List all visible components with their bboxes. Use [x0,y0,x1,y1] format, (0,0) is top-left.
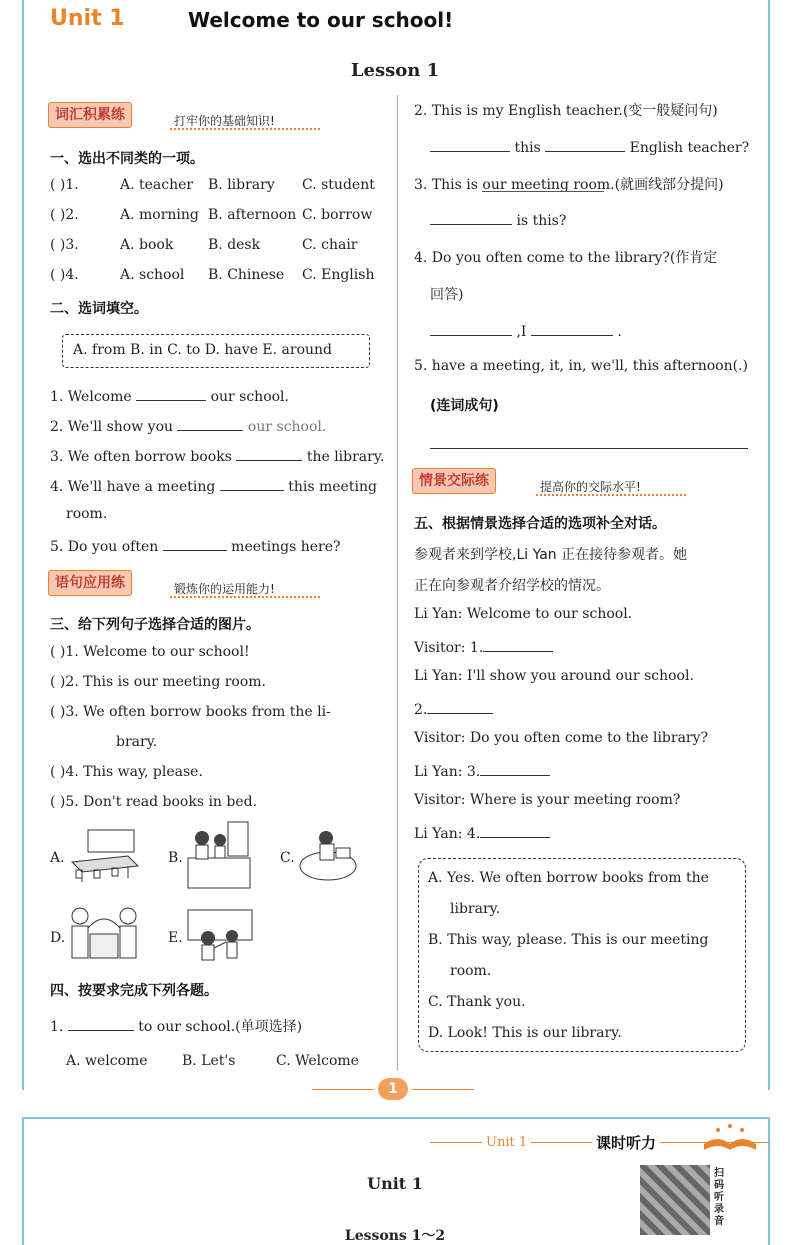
word-bank-box [62,334,370,368]
sec4-q1-num: 1. [50,1019,64,1035]
dialog-line-1: Li Yan: Welcome to our school. [414,606,633,622]
sec1-row-2-c: C. borrow [302,207,373,223]
sec4-q1-option-c: C. Welcome [276,1053,359,1069]
dialog-line-7: Visitor: Where is your meeting room? [414,792,681,808]
option-a: A. Yes. We often borrow books from the [428,870,709,886]
vocab-badge-label: 词汇积累练 [55,107,125,123]
sec3-item-5: ( )5. Don't read books in bed. [50,794,258,810]
sec4-q5-answer-line[interactable] [430,448,748,449]
sec4-q2-fill-this: this [514,140,541,156]
sec2-q4-b: this meeting [288,479,377,495]
sec2-q4-blank[interactable] [220,476,284,491]
sec2-q1 [50,386,289,405]
dialog-line-2 [414,637,553,656]
sec4-q4-fill [430,321,622,340]
sec3-item-1: ( )1. Welcome to our school! [50,644,250,660]
qr-caption: 扫码听录音 [714,1168,724,1227]
dialog-line-2-text: Visitor: 1. [414,640,484,656]
sec2-q1-blank[interactable] [136,386,206,401]
sec4-q5-cont: (连词成句) [430,398,499,414]
dialog-blank-1[interactable] [483,637,553,652]
dialog-blank-2[interactable] [427,699,493,714]
sec2-q4-a: 4. We'll have a meeting [50,479,216,495]
sec4-title: 四、按要求完成下列各题。 [50,983,218,999]
bed-reading-picture [296,826,360,886]
sec3-item-4: ( )4. This way, please. [50,764,203,780]
sec1-title: 一、选出不同类的一项。 [50,151,204,167]
sec1-row-3-a: A. book [120,237,174,253]
option-b-cont: room. [450,963,492,979]
scene-slogan: 提高你的交际水平! [540,480,641,494]
option-a-cont: library. [450,901,501,917]
listening-unit-tag: Unit 1 [482,1135,531,1150]
sentence-badge-label: 语句应用练 [55,575,125,591]
option-d: D. Look! This is our library. [428,1025,622,1041]
pic-label-a: A. [50,850,65,866]
dialog-line-6 [414,761,550,780]
sec4-q4-fill-end: . [617,324,622,340]
sec2-q1-a: 1. Welcome [50,389,132,405]
sec4-q4-blank-1[interactable] [430,321,512,336]
sec4-q4: 4. Do you often come to the library?(作肯定 [414,250,718,266]
scene-badge-label: 情景交际练 [419,473,489,489]
pic-label-d: D. [50,930,66,946]
sec2-q2-b: our school. [247,419,327,435]
dialog-line-4-text: 2. [414,702,428,718]
sec5-intro-1: 参观者来到学校,Li Yan 正在接待参观者。她 [414,547,688,563]
dialog-line-5: Visitor: Do you often come to the library? [414,730,709,746]
sec2-q3-b: the library. [306,449,385,465]
sec4-q2: 2. This is my English teacher.(变一般疑问句) [414,103,718,119]
sec4-q2-blank-2[interactable] [545,137,625,152]
next-page-unit-title: Unit 1 [367,1174,423,1193]
page-frame-right [768,0,770,1090]
sentence-slogan: 锻炼你的运用能力! [174,582,275,596]
sec2-q1-b: our school. [210,389,289,405]
sec1-row-1-c: C. student [302,177,375,193]
sec5-intro-2: 正在向参观者介绍学校的情况。 [414,578,610,594]
sec4-q1-blank[interactable] [68,1016,134,1031]
sec4-q4-cont: 回答) [430,287,464,303]
options-box [418,858,746,1052]
lesson-title: Lesson 1 [350,60,440,81]
sec4-q5: 5. have a meeting, it, in, we'll, this afternoon(.) [414,358,748,374]
sec4-q3: 3. This is our meeting room.(就画线部分提问) [414,177,724,193]
sentence-badge [48,570,132,596]
unit-title: Welcome to our school! [188,8,454,32]
sec4-q2-blank-1[interactable] [430,137,510,152]
sec4-q1 [50,1016,302,1036]
sec2-q2 [50,416,326,435]
sec2-q5-b: meetings here? [231,539,341,555]
column-divider [397,95,398,1070]
sec1-row-4-a: A. school [120,267,185,283]
next-page-top-line [22,1117,770,1119]
sec2-q2-blank[interactable] [177,416,243,431]
page-number: 1 [378,1078,408,1100]
sec4-q3-underline [482,191,604,192]
sec1-row-4-num: ( )4. [50,267,79,283]
word-bank: A. from B. in C. to D. have E. around [73,342,333,358]
sec2-q4-cont: room. [66,506,108,522]
sec2-q4 [50,476,377,495]
dialog-line-4 [414,699,493,718]
sec2-q2-a: 2. We'll show you [50,419,174,435]
sec1-row-2-a: A. morning [120,207,199,223]
school-gate-picture [66,904,142,960]
sec1-row-2-b: B. afternoon [208,207,297,223]
sec2-q3 [50,446,384,465]
sec4-q3-fill-text: is this? [516,213,567,229]
sec1-row-3-num: ( )3. [50,237,79,253]
scene-badge [412,468,496,494]
qr-code[interactable] [640,1165,710,1235]
sec1-row-1-a: A. teacher [120,177,194,193]
sec1-row-4-b: B. Chinese [208,267,285,283]
option-b: B. This way, please. This is our meeting [428,932,709,948]
sec4-q1-option-a: A. welcome [66,1053,148,1069]
sec4-q4-fill-i: ,I [516,324,527,340]
option-c: C. Thank you. [428,994,526,1010]
pic-label-b: B. [168,850,183,866]
sec3-item-3: ( )3. We often borrow books from the li- [50,704,331,720]
sec2-title: 二、选词填空。 [50,301,148,317]
sec4-q3-blank[interactable] [430,210,512,225]
sec1-row-2-num: ( )2. [50,207,79,223]
guide-picture [184,904,256,962]
page-frame-left [22,0,24,1090]
sec1-row-4-c: C. English [302,267,375,283]
sec3-title: 三、给下列句子选择合适的图片。 [50,617,260,633]
sec5-title: 五、根据情景选择合适的选项补全对话。 [414,516,666,532]
scene-dots [536,494,686,496]
sec2-q5-a: 5. Do you often [50,539,159,555]
sec1-row-1-num: ( )1. [50,177,79,193]
library-picture [184,818,256,890]
vocab-slogan: 打牢你的基础知识! [174,114,275,128]
next-page-lessons: Lessons 1～2 [344,1228,446,1244]
sec4-q1-text: to our school.(单项选择) [138,1019,303,1035]
pic-label-c: C. [280,850,295,866]
dialog-blank-4[interactable] [480,823,550,838]
sec2-q3-blank[interactable] [236,446,302,461]
sec4-q3-fill [430,210,566,229]
sec4-q2-fill-rest: English teacher? [629,140,750,156]
sentence-dots [170,596,320,598]
dialog-blank-3[interactable] [480,761,550,776]
sec2-q3-a: 3. We often borrow books [50,449,232,465]
meeting-room-picture [68,826,140,884]
dialog-line-8-text: Li Yan: 4. [414,826,481,842]
sec2-q5-blank[interactable] [163,536,227,551]
sec1-row-3-c: C. chair [302,237,358,253]
sec1-row-3-b: B. desk [208,237,261,253]
listening-title: 课时听力 [592,1132,660,1153]
dialog-line-3: Li Yan: I'll show you around our school. [414,668,694,684]
dialog-line-8 [414,823,550,842]
unit-tag: Unit 1 [50,6,125,31]
vocab-dots [170,128,320,130]
sec1-row-1-b: B. library [208,177,275,193]
sec3-item-2: ( )2. This is our meeting room. [50,674,267,690]
dialog-line-6-text: Li Yan: 3. [414,764,481,780]
vocab-badge [48,102,132,128]
page-number-line-left [312,1089,374,1090]
pic-label-e: E. [168,930,183,946]
sec2-q5 [50,536,341,555]
sec3-item-3-cont: brary. [116,734,158,750]
open-book-icon [700,1122,760,1152]
sec4-q1-option-b: B. Let's [182,1053,236,1069]
sec4-q2-fill [430,137,749,156]
sec4-q4-blank-2[interactable] [531,321,613,336]
page-number-line-right [412,1089,474,1090]
